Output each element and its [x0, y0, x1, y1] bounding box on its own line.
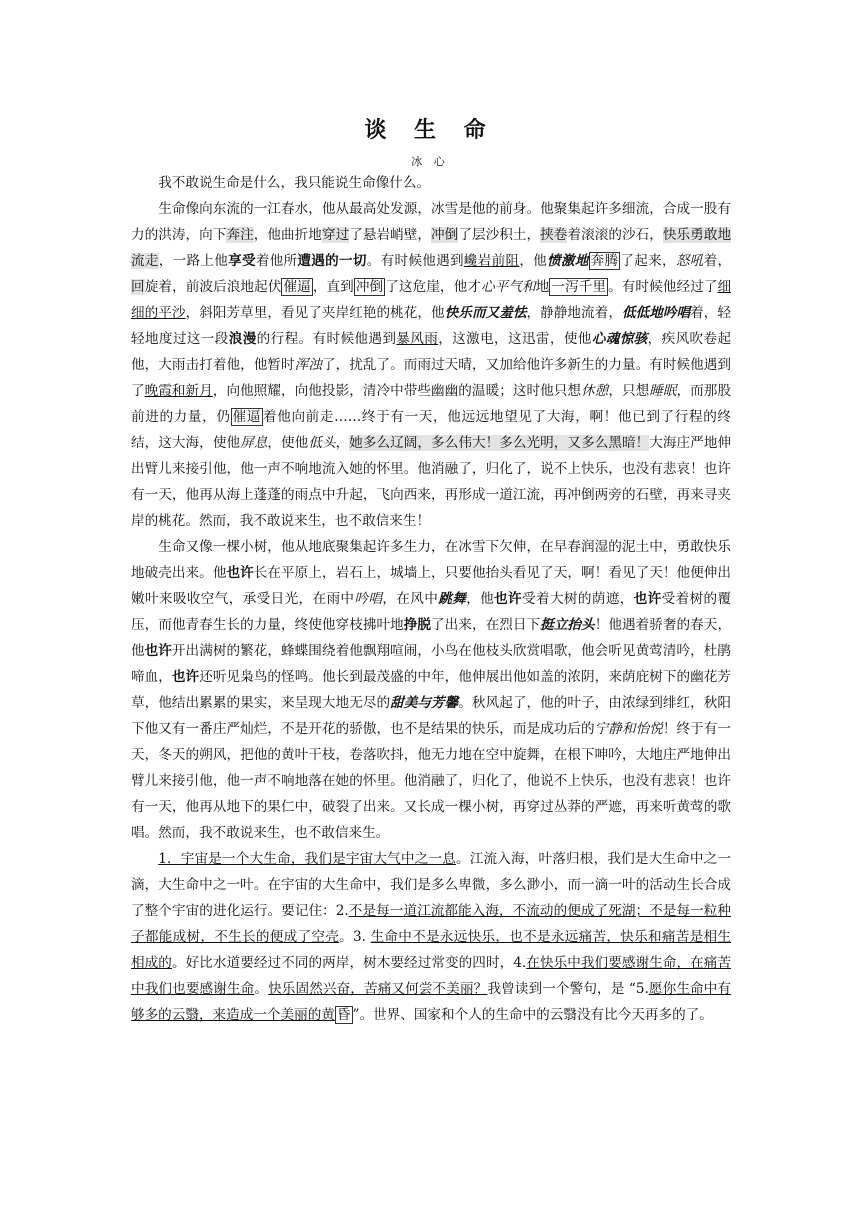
- underlined-text: 生命中不是永远快乐，也不是永远痛苦，快乐和痛苦是相生相成的: [131, 929, 732, 971]
- text-run: 了层沙积土，: [458, 227, 541, 243]
- text-run: 。: [254, 981, 269, 997]
- text-run: ！终于有一天，冬天的朔风，把他的黄叶干枝，卷落吹抖，他无力地在空中旋舞，在根下呻吟，大地庄严地伸出臂儿来接引他，他一声不响地落在她的怀里。他消融了，归化了，他说不上快乐，也没有悲哀！也许有一天，他再从地下的果仁中，破裂了出来。又长成一棵小树，再穿过丛莽的严遮，再来听黄莺的歌唱。然而，我不敢说来生，也不敢信来生。: [131, 721, 732, 841]
- italic-text: 浑浊: [294, 357, 322, 373]
- text-run: ，斜阳芳草里，看见了夹岸红艳的桃花，他: [185, 305, 445, 321]
- text-run: 了，扰乱了。而雨过天晴，又加给他许多新生的力量。有时候他遇到了: [131, 357, 732, 399]
- italic-text: 睡眠: [649, 383, 677, 399]
- text-run: 我曾读到一个警句，是 “5.: [487, 981, 649, 997]
- text-run: ，一路上他: [158, 253, 229, 269]
- bold-text: 也许: [226, 565, 254, 581]
- text-run: 了起来，: [620, 253, 676, 269]
- highlighted-text: 快乐勇敢地流走: [131, 227, 732, 269]
- text-run: 受着大树的荫遮，: [522, 591, 634, 607]
- paragraph-river: [131, 196, 731, 534]
- bold-text: 享受: [228, 253, 256, 269]
- text-run: 开出满树的繁花，蜂蝶围绕着他飘翔喧闹，小鸟在他枝头欣赏唱歌，他会听见黄莺清吟，杜鹃啼血，: [131, 643, 732, 685]
- text-run: ，直到: [312, 279, 354, 295]
- text-run: 长在平原上，岩石上，城墙上，只要他抬头看见了天，啊！看见了天！他便伸出嫩叶来吸收空气，承受日光，在雨中: [131, 565, 732, 607]
- highlighted-text: 回: [131, 279, 145, 295]
- bold-italic-text: 甜美与芳馨: [390, 695, 459, 711]
- underlined-text: 晚霞和新月: [144, 383, 213, 399]
- underlined-text: 快乐固然兴奋，苦痛又何尝不美丽？: [268, 981, 488, 997]
- bold-text: 浪漫: [228, 331, 257, 347]
- boxed-text: 昏: [336, 1007, 351, 1023]
- text-run: 生命又像一棵小树，他从地底聚集起许多生力，在冰雪下欠伸，在早春润湿的泥土中，勇敢快乐地破壳出来。他: [131, 539, 731, 581]
- bold-italic-text: 跳舞: [438, 591, 467, 607]
- underlined-text: 巉岩前阻: [463, 253, 520, 269]
- underlined-text: 细细的平沙: [131, 279, 732, 321]
- highlighted-text: 挟卷: [540, 227, 568, 243]
- text-run: 了出来，在烈日下: [431, 617, 541, 633]
- bold-text: 也许: [633, 591, 662, 607]
- text-run: 。江流入海，叶落归根，我们是大生命中之一滴，大生命中之一叶。在宇宙的大生命中，我们是多么卑微，多么渺小，而一滴一叶的活动生长合成了整个宇宙的进化运行。要记住：2.: [131, 851, 731, 919]
- underlined-text: 在快乐中我们要感谢生命，在痛苦中我们也要感谢生命: [131, 955, 732, 997]
- text-run: ，只想: [608, 383, 650, 399]
- text-run: 着他向前走……终于有一天，他远远地望见了大海，啊！他已到了行程的终结，这大海，使他: [131, 409, 732, 451]
- text-run: 。有时候他经过了: [608, 279, 718, 295]
- highlighted-text: 穿过: [321, 227, 350, 243]
- bold-text: 也许: [144, 643, 172, 659]
- text-run: 地: [535, 279, 550, 295]
- text-run: 受着树的覆压，而他青春生长的力量，终使他穿枝拂叶地: [131, 591, 732, 633]
- italic-text: 屏息: [240, 435, 268, 451]
- boxed-text: 催逼: [232, 409, 261, 425]
- text-run: ，而那股前进的力量，仍: [131, 383, 732, 425]
- italic-text: 心平气和: [480, 279, 536, 295]
- text-run: 着他所: [255, 253, 298, 269]
- text-run: 还听见枭鸟的怪鸣。他长到最茂盛的中年，他伸展出他如盖的浓阴，来荫庇树下的幽花芳草，他结出累累的果实，来呈现大地无尽的: [131, 669, 732, 711]
- text-run: 着滚滚的沙石，: [567, 227, 663, 243]
- underlined-text: 愿你生命中有够多的云翳，来造成一个美丽的黄: [131, 981, 732, 1023]
- text-run: 的行程。有时候他遇到: [256, 331, 397, 347]
- bold-text: 也许: [494, 591, 523, 607]
- text-run: 。好比水道要经过不同的两岸，树木要经过常变的四时，4.: [171, 955, 527, 971]
- paragraph-tree: [131, 534, 731, 846]
- text-run: ！他遇着骄奢的春天，他: [131, 617, 732, 659]
- italic-text: 休憩: [581, 383, 609, 399]
- author-name: 冰 心: [411, 155, 449, 168]
- boxed-text: 催逼: [283, 279, 311, 295]
- underlined-text: 暴风雨: [396, 331, 439, 347]
- highlighted-text: 冲倒: [431, 227, 459, 243]
- text-run: ，这激电，这迅雷，使他: [438, 331, 592, 347]
- text-run: ，疾风吹卷起他，大雨击打着他，他暂时: [131, 331, 732, 373]
- text-run: 着，轻轻地度过这一段: [131, 305, 732, 347]
- paragraph-conclusion: [131, 846, 731, 1028]
- text-run: ，他: [519, 253, 548, 269]
- text-run: 了悬岩峭壁，: [349, 227, 432, 243]
- bold-text: 遭遇的一切: [297, 253, 367, 269]
- italic-text: 宁静和怡悦: [594, 721, 663, 737]
- highlighted-text: 奔注: [226, 227, 254, 243]
- italic-text: 怒吼: [675, 253, 704, 269]
- text-run: 了这危崖，他才: [385, 279, 481, 295]
- text-run: 大海庄严地伸出臂儿来接引他，他一声不响地流入她的怀里。他消融了，归化了，说不上快乐，也没有悲哀！也许有一天，他再从海上蓬蓬的雨点中升起，飞向西来，再形成一道江流，再冲倒两旁的石壁，再来寻夹岸的桃花。然而，我不敢说来生，也不敢信来生！: [131, 435, 732, 529]
- text-run: ，在风中: [382, 591, 439, 607]
- bold-italic-text: 挺立抬头: [540, 617, 595, 633]
- bold-text: 也许: [171, 669, 200, 685]
- boxed-text: 冲倒: [355, 279, 384, 295]
- bold-italic-text: 快乐而又羞怯: [444, 305, 527, 321]
- text-run: ，他曲折地: [253, 227, 322, 243]
- paragraph-intro: 我不敢说生命是什么，我只能说生命像什么。: [158, 175, 431, 191]
- text-run: 。3.: [339, 929, 371, 945]
- text-run: ，: [335, 435, 350, 451]
- highlighted-text: 她多么辽阔，多么伟大！多么光明，又多么黑暗！: [349, 435, 650, 451]
- text-run: ，使他: [267, 435, 309, 451]
- boxed-text: 奔腾: [590, 253, 619, 269]
- underlined-text: 1．宇宙是一个大生命，我们是宇宙大气中之一息: [158, 851, 456, 867]
- italic-text: 吟唱: [354, 591, 383, 607]
- text-run: ，他: [466, 591, 495, 607]
- bold-italic-text: 心魂惊骇: [591, 331, 648, 347]
- text-run: 生命像向东流的一江春水，他从最高处发源，冰雪是他的前身。他聚集起许多细流，合成一股有力的洪涛，向下: [131, 201, 731, 243]
- essay-body: [131, 170, 731, 1028]
- text-run: 着，: [703, 253, 732, 269]
- bold-text: 挣脱: [403, 617, 432, 633]
- text-run: 。有时候他遇到: [366, 253, 464, 269]
- bold-italic-text: 低低地吟唱: [621, 305, 691, 321]
- text-run: ，向他照耀，向他投影，清冷中带些幽幽的温暖；这时他只想: [212, 383, 582, 399]
- text-run: 旋着，前波后浪地起伏: [144, 279, 282, 295]
- underlined-text: 不是每一道江流都能入海，不流动的便成了死湖；不是每一粒种子都能成树，不生长的便成了空壳: [131, 903, 732, 945]
- essay-title: 谈 生 命: [364, 117, 496, 143]
- boxed-text: 一泻千里: [551, 279, 607, 295]
- text-run: 。秋风起了，他的叶子，由浓绿到绯红，秋阳下他又有一番庄严灿烂，不是开花的骄傲，也不是结果的快乐，而是成功后的: [131, 695, 731, 737]
- text-run: ，静静地流着，: [526, 305, 622, 321]
- text-run: ”。世界、国家和个人的生命中的云翳没有比今天再多的了。: [352, 1007, 713, 1023]
- bold-italic-text: 愤激地: [547, 253, 589, 269]
- italic-text: 低头: [308, 435, 336, 451]
